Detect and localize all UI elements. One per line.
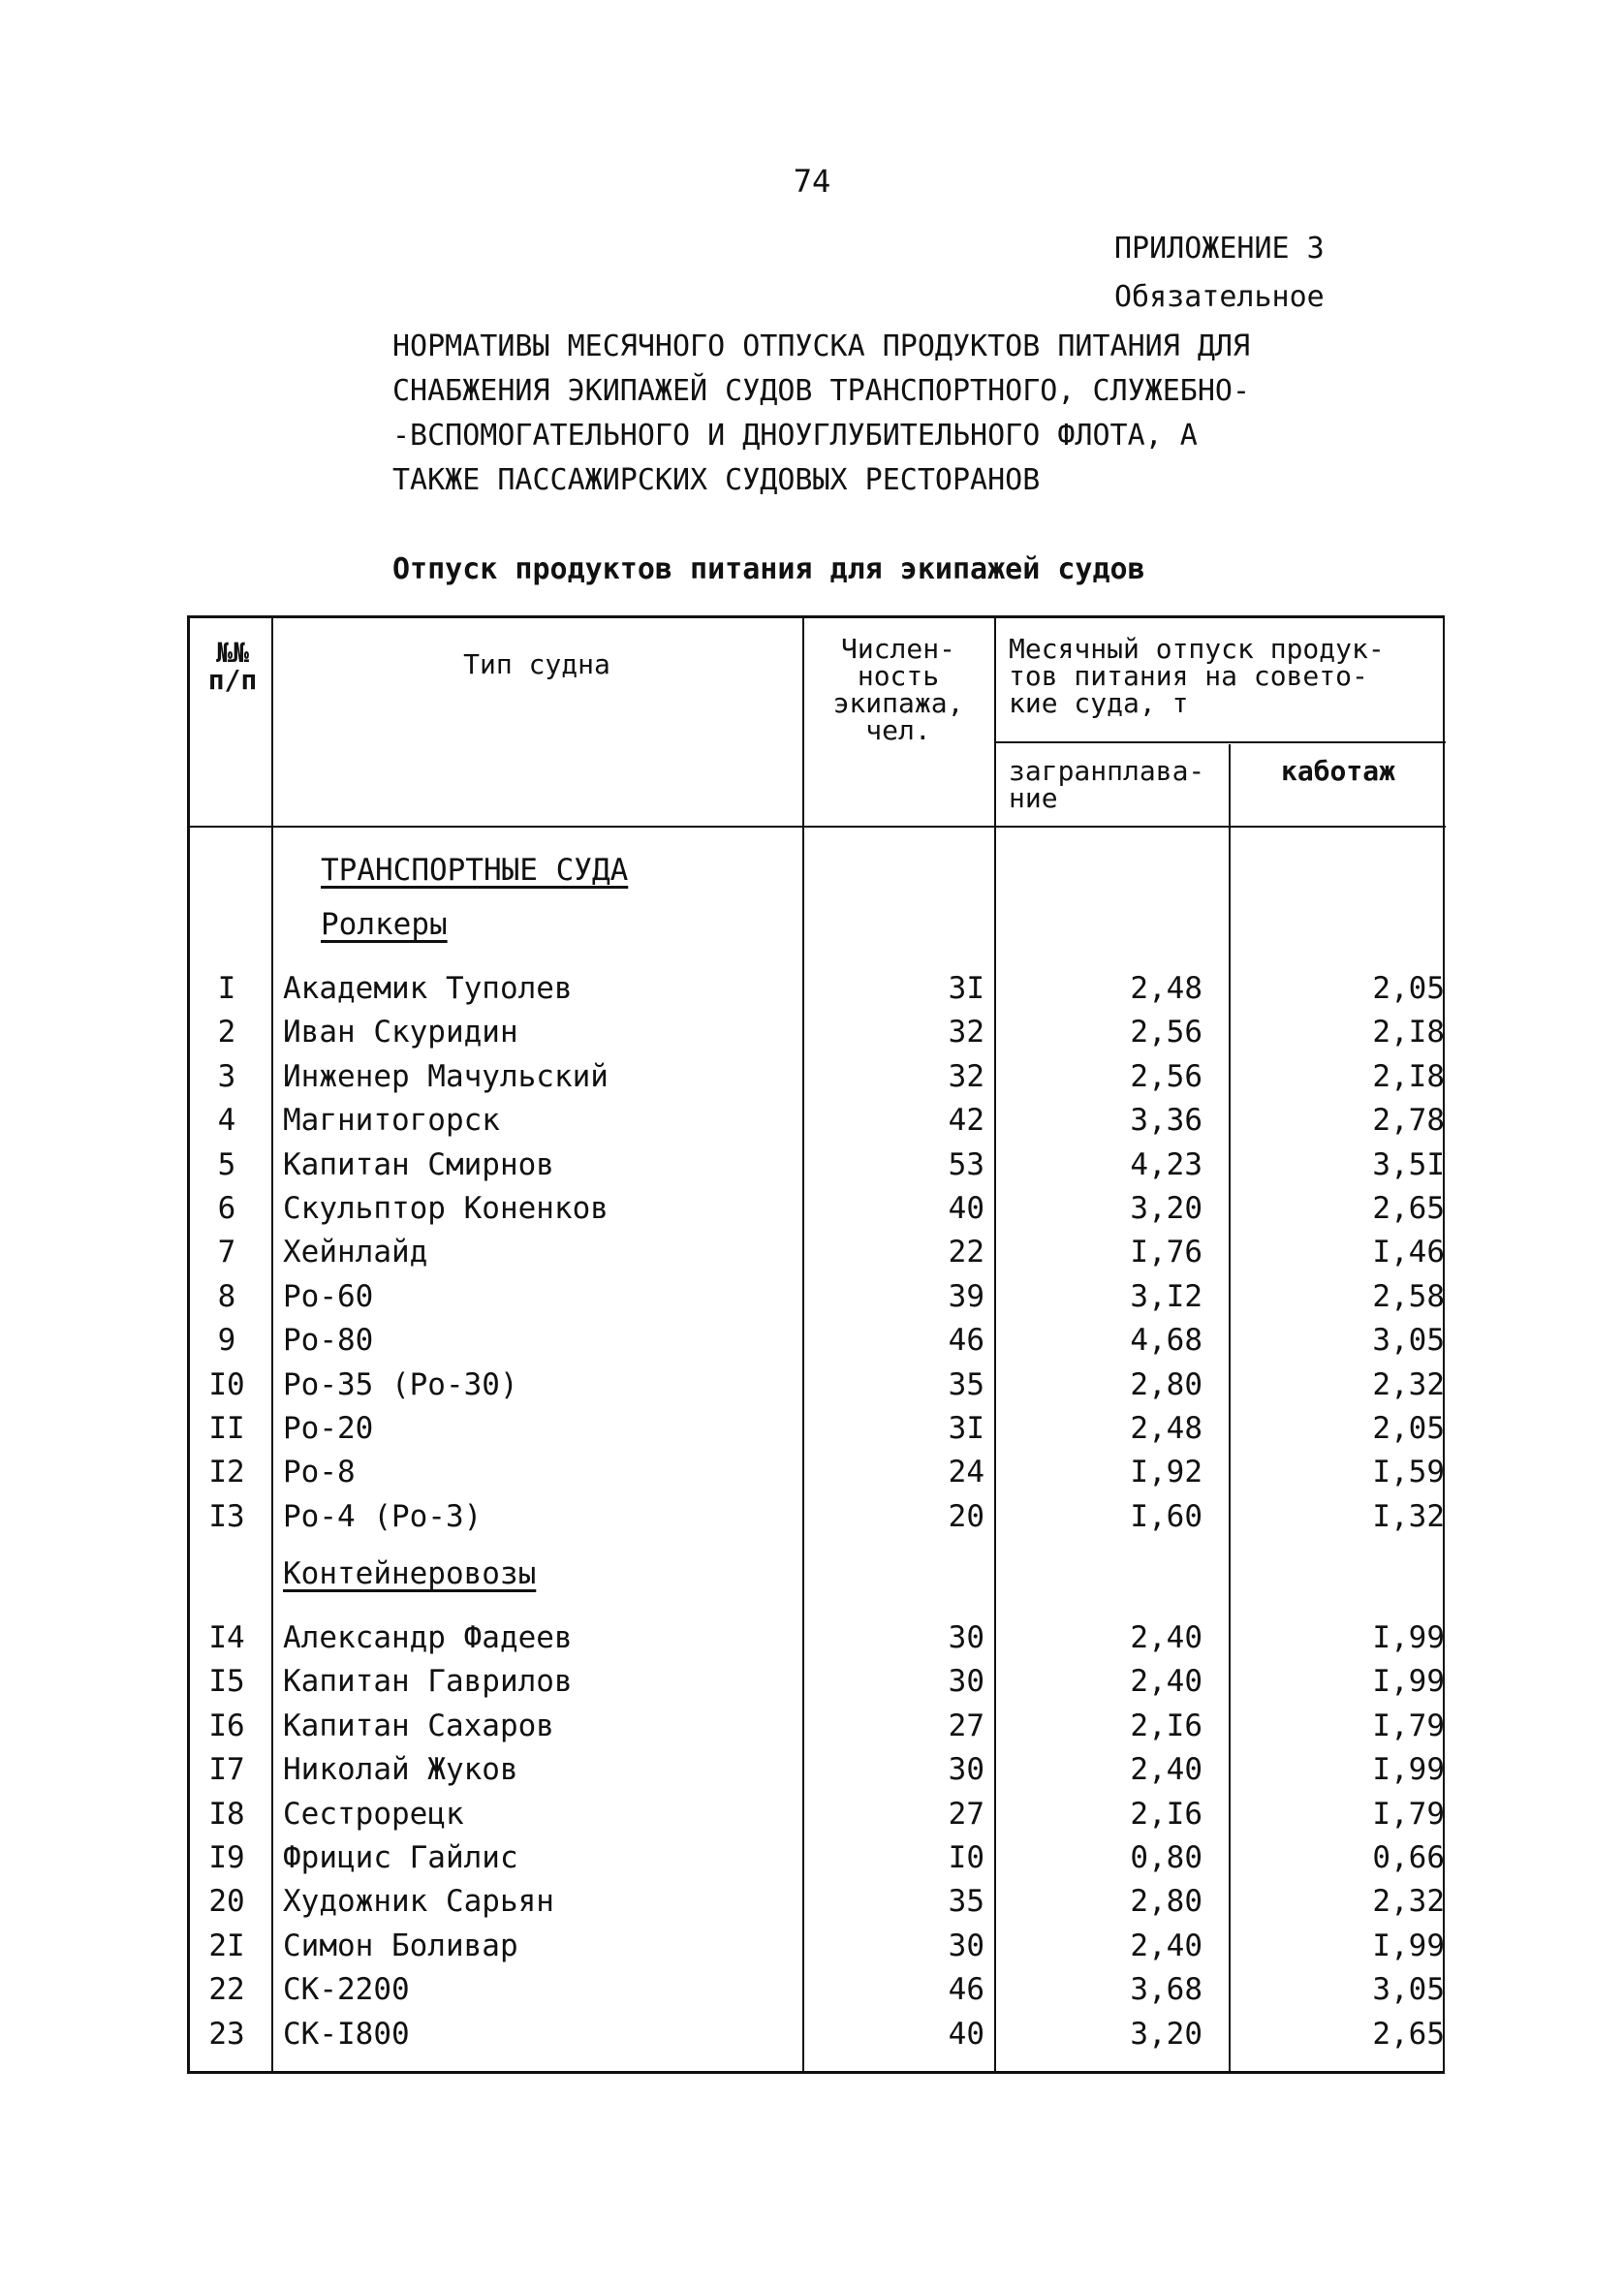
page-number: 74 (793, 163, 831, 200)
ration-abroad: 2,40 (1130, 1928, 1202, 1963)
header-type: Тип судна (463, 648, 610, 680)
table-row (190, 1793, 1448, 1836)
ration-abroad: 4,23 (1130, 1146, 1202, 1182)
ration-abroad: I,92 (1130, 1455, 1202, 1490)
header-num: №№ п/п (207, 637, 258, 696)
vessel-name: Ро-60 (283, 1278, 374, 1314)
vessel-name: Ро-8 (283, 1455, 356, 1490)
ration-table (187, 615, 1445, 2074)
header-coastal: каботаж (1280, 755, 1395, 787)
table-subtitle: Отпуск продуктов питания для экипажей судов (392, 552, 1145, 586)
crew-size: 20 (948, 1498, 984, 1534)
vessel-name: Симон Боливар (283, 1928, 518, 1963)
table-row (190, 1231, 1448, 1274)
ration-coastal: 2,58 (1372, 1278, 1445, 1314)
row-number: 4 (217, 1103, 236, 1139)
crew-size: 39 (948, 1278, 984, 1314)
crew-size: 3I (948, 971, 984, 1006)
crew-size: 46 (948, 1323, 984, 1359)
table-row (190, 1616, 1448, 1660)
ration-coastal: 3,05 (1372, 1972, 1445, 2008)
section-title: ТРАНСПОРТНЫЕ СУДА (321, 853, 629, 888)
ration-abroad: 2,40 (1130, 1620, 1202, 1655)
appendix-label: ПРИЛОЖЕНИЕ 3 (1114, 232, 1325, 266)
ration-coastal: 2,32 (1372, 1366, 1445, 1402)
ration-abroad: 3,20 (1130, 2016, 1202, 2052)
appendix-block (1114, 225, 1325, 322)
group-title-rolkery: Ролкеры (321, 907, 448, 942)
ration-coastal: 0,66 (1372, 1840, 1445, 1875)
crew-size: 22 (948, 1235, 984, 1270)
ration-abroad: 3,20 (1130, 1191, 1202, 1226)
row-number: II (208, 1411, 245, 1446)
table-row (190, 1055, 1448, 1099)
title-line: НОРМАТИВЫ МЕСЯЧНОГО ОТПУСКА ПРОДУКТОВ ПИТАНИЯ ДЛЯ (392, 329, 1251, 363)
vessel-name: Капитан Смирнов (283, 1146, 554, 1182)
row-number: I5 (208, 1664, 245, 1700)
row-number: 20 (208, 1884, 245, 1920)
table-row (190, 1451, 1448, 1494)
row-number: 7 (217, 1235, 236, 1270)
table-row (190, 1099, 1448, 1143)
vessel-name: Скульптор Коненков (283, 1191, 609, 1226)
row-number: 5 (217, 1146, 236, 1182)
row-number: I (217, 971, 236, 1006)
row-number: I3 (208, 1498, 245, 1534)
ration-abroad: 2,40 (1130, 1752, 1202, 1788)
row-number: 22 (208, 1972, 245, 2008)
vessel-name: Хейнлайд (283, 1235, 428, 1270)
row-number: 6 (217, 1191, 236, 1226)
vessel-name: Капитан Сахаров (283, 1708, 554, 1743)
crew-size: 27 (948, 1796, 984, 1832)
vessel-name: Иван Скуридин (283, 1015, 518, 1050)
ration-abroad: 2,48 (1130, 1411, 1202, 1446)
crew-size: 30 (948, 1620, 984, 1655)
vessel-name: Академик Туполев (283, 971, 573, 1006)
title-line: ТАКЖЕ ПАССАЖИРСКИХ СУДОВЫХ РЕСТОРАНОВ (392, 463, 1041, 497)
table-row (190, 967, 1448, 1011)
ration-coastal: I,99 (1372, 1928, 1445, 1963)
vessel-name: Капитан Гаврилов (283, 1664, 573, 1700)
ration-abroad: 2,I6 (1130, 1708, 1202, 1743)
table-row (190, 1836, 1448, 1880)
appendix-status: Обязательное (1114, 280, 1325, 314)
ration-abroad: 2,I6 (1130, 1796, 1202, 1832)
vessel-name: Инженер Мачульский (283, 1058, 609, 1094)
ration-abroad: 0,80 (1130, 1840, 1202, 1875)
row-number: I9 (208, 1840, 245, 1875)
vessel-name: СК-2200 (283, 1972, 410, 2008)
ration-coastal: I,79 (1372, 1708, 1445, 1743)
row-number: I7 (208, 1752, 245, 1788)
crew-size: 53 (948, 1146, 984, 1182)
table-row (190, 2013, 1448, 2056)
table-row (190, 1319, 1448, 1363)
ration-coastal: 2,65 (1372, 2016, 1445, 2052)
vessel-name: Александр Фадеев (283, 1620, 573, 1655)
crew-size: 3I (948, 1411, 984, 1446)
crew-size: 35 (948, 1366, 984, 1402)
table-row (190, 1705, 1448, 1748)
vessel-name: Фрицис Гайлис (283, 1840, 518, 1875)
vessel-name: Ро-35 (Ро-30) (283, 1366, 518, 1402)
ration-abroad: 2,56 (1130, 1015, 1202, 1050)
ration-coastal: 3,05 (1372, 1323, 1445, 1359)
row-number: 2I (208, 1928, 245, 1963)
table-row (190, 1660, 1448, 1704)
ration-coastal: I,32 (1372, 1498, 1445, 1534)
vessel-name: Магнитогорск (283, 1103, 500, 1139)
row-number: I4 (208, 1620, 245, 1655)
table-row (190, 1880, 1448, 1924)
ration-coastal: 2,05 (1372, 971, 1445, 1006)
table-row (190, 1275, 1448, 1319)
title-line: -ВСПОМОГАТЕЛЬНОГО И ДНОУГЛУБИТЕЛЬНОГО ФЛОТА, А (392, 419, 1198, 453)
table-row (190, 1187, 1448, 1231)
crew-size: 42 (948, 1103, 984, 1139)
crew-size: 30 (948, 1664, 984, 1700)
vessel-name: Николай Жуков (283, 1752, 518, 1788)
ration-coastal: I,79 (1372, 1796, 1445, 1832)
ration-coastal: 2,I8 (1372, 1015, 1445, 1050)
vessel-name: Ро-4 (Ро-3) (283, 1498, 483, 1534)
table-row (190, 1011, 1448, 1054)
ration-coastal: I,99 (1372, 1664, 1445, 1700)
vessel-name: Сестрорецк (283, 1796, 464, 1832)
vessel-name: Ро-80 (283, 1323, 374, 1359)
row-number: 8 (217, 1278, 236, 1314)
crew-size: 27 (948, 1708, 984, 1743)
ration-abroad: 2,56 (1130, 1058, 1202, 1094)
ration-coastal: I,46 (1372, 1235, 1445, 1270)
crew-size: 30 (948, 1752, 984, 1788)
table-row (190, 1495, 1448, 1539)
table-row (190, 1144, 1448, 1187)
ration-abroad: 2,80 (1130, 1366, 1202, 1402)
crew-size: 32 (948, 1015, 984, 1050)
table-row (190, 1407, 1448, 1451)
ration-abroad: 2,80 (1130, 1884, 1202, 1920)
ration-coastal: I,99 (1372, 1752, 1445, 1788)
ration-coastal: I,99 (1372, 1620, 1445, 1655)
crew-size: 32 (948, 1058, 984, 1094)
header-crew: Числен- ность экипажа, чел. (832, 633, 964, 746)
row-number: I8 (208, 1796, 245, 1832)
ration-coastal: 2,32 (1372, 1884, 1445, 1920)
row-number: I2 (208, 1455, 245, 1490)
document-title (392, 325, 1361, 503)
ration-coastal: 3,5I (1372, 1146, 1445, 1182)
vessel-name: СК-I800 (283, 2016, 410, 2052)
ration-abroad: 3,I2 (1130, 1278, 1202, 1314)
ration-coastal: 2,65 (1372, 1191, 1445, 1226)
ration-abroad: I,76 (1130, 1235, 1202, 1270)
ration-abroad: 3,68 (1130, 1972, 1202, 2008)
header-monthly: Месячный отпуск продук- тов питания на совето- кие суда, т (1009, 633, 1385, 719)
row-number: 9 (217, 1323, 236, 1359)
vessel-name: Художник Сарьян (283, 1884, 554, 1920)
crew-size: 24 (948, 1455, 984, 1490)
crew-size: 30 (948, 1928, 984, 1963)
row-number: I0 (208, 1366, 245, 1402)
crew-size: 46 (948, 1972, 984, 2008)
ration-coastal: 2,78 (1372, 1103, 1445, 1139)
ration-abroad: I,60 (1130, 1498, 1202, 1534)
crew-size: 40 (948, 1191, 984, 1226)
crew-size: I0 (948, 1840, 984, 1875)
crew-size: 35 (948, 1884, 984, 1920)
table-row (190, 1364, 1448, 1407)
row-number: 2 (217, 1015, 236, 1050)
ration-coastal: 2,05 (1372, 1411, 1445, 1446)
ration-coastal: I,59 (1372, 1455, 1445, 1490)
header-bottom-line (190, 826, 1446, 828)
group-title-containers: Контейнеровозы (283, 1556, 537, 1591)
row-number: I6 (208, 1708, 245, 1743)
ration-coastal: 2,I8 (1372, 1058, 1445, 1094)
row-number: 23 (208, 2016, 245, 2052)
crew-size: 40 (948, 2016, 984, 2052)
header-abroad: загранплава- ние (1009, 755, 1205, 814)
header-divider (994, 741, 1446, 743)
vessel-name: Ро-20 (283, 1411, 374, 1446)
table-row (190, 1968, 1448, 2012)
table-row (190, 1748, 1448, 1792)
title-line: СНАБЖЕНИЯ ЭКИПАЖЕЙ СУДОВ ТРАНСПОРТНОГО, СЛУЖЕБНО- (392, 374, 1251, 408)
ration-abroad: 2,40 (1130, 1664, 1202, 1700)
ration-abroad: 3,36 (1130, 1103, 1202, 1139)
table-row (190, 1925, 1448, 1968)
row-number: 3 (217, 1058, 236, 1094)
ration-abroad: 4,68 (1130, 1323, 1202, 1359)
ration-abroad: 2,48 (1130, 971, 1202, 1006)
